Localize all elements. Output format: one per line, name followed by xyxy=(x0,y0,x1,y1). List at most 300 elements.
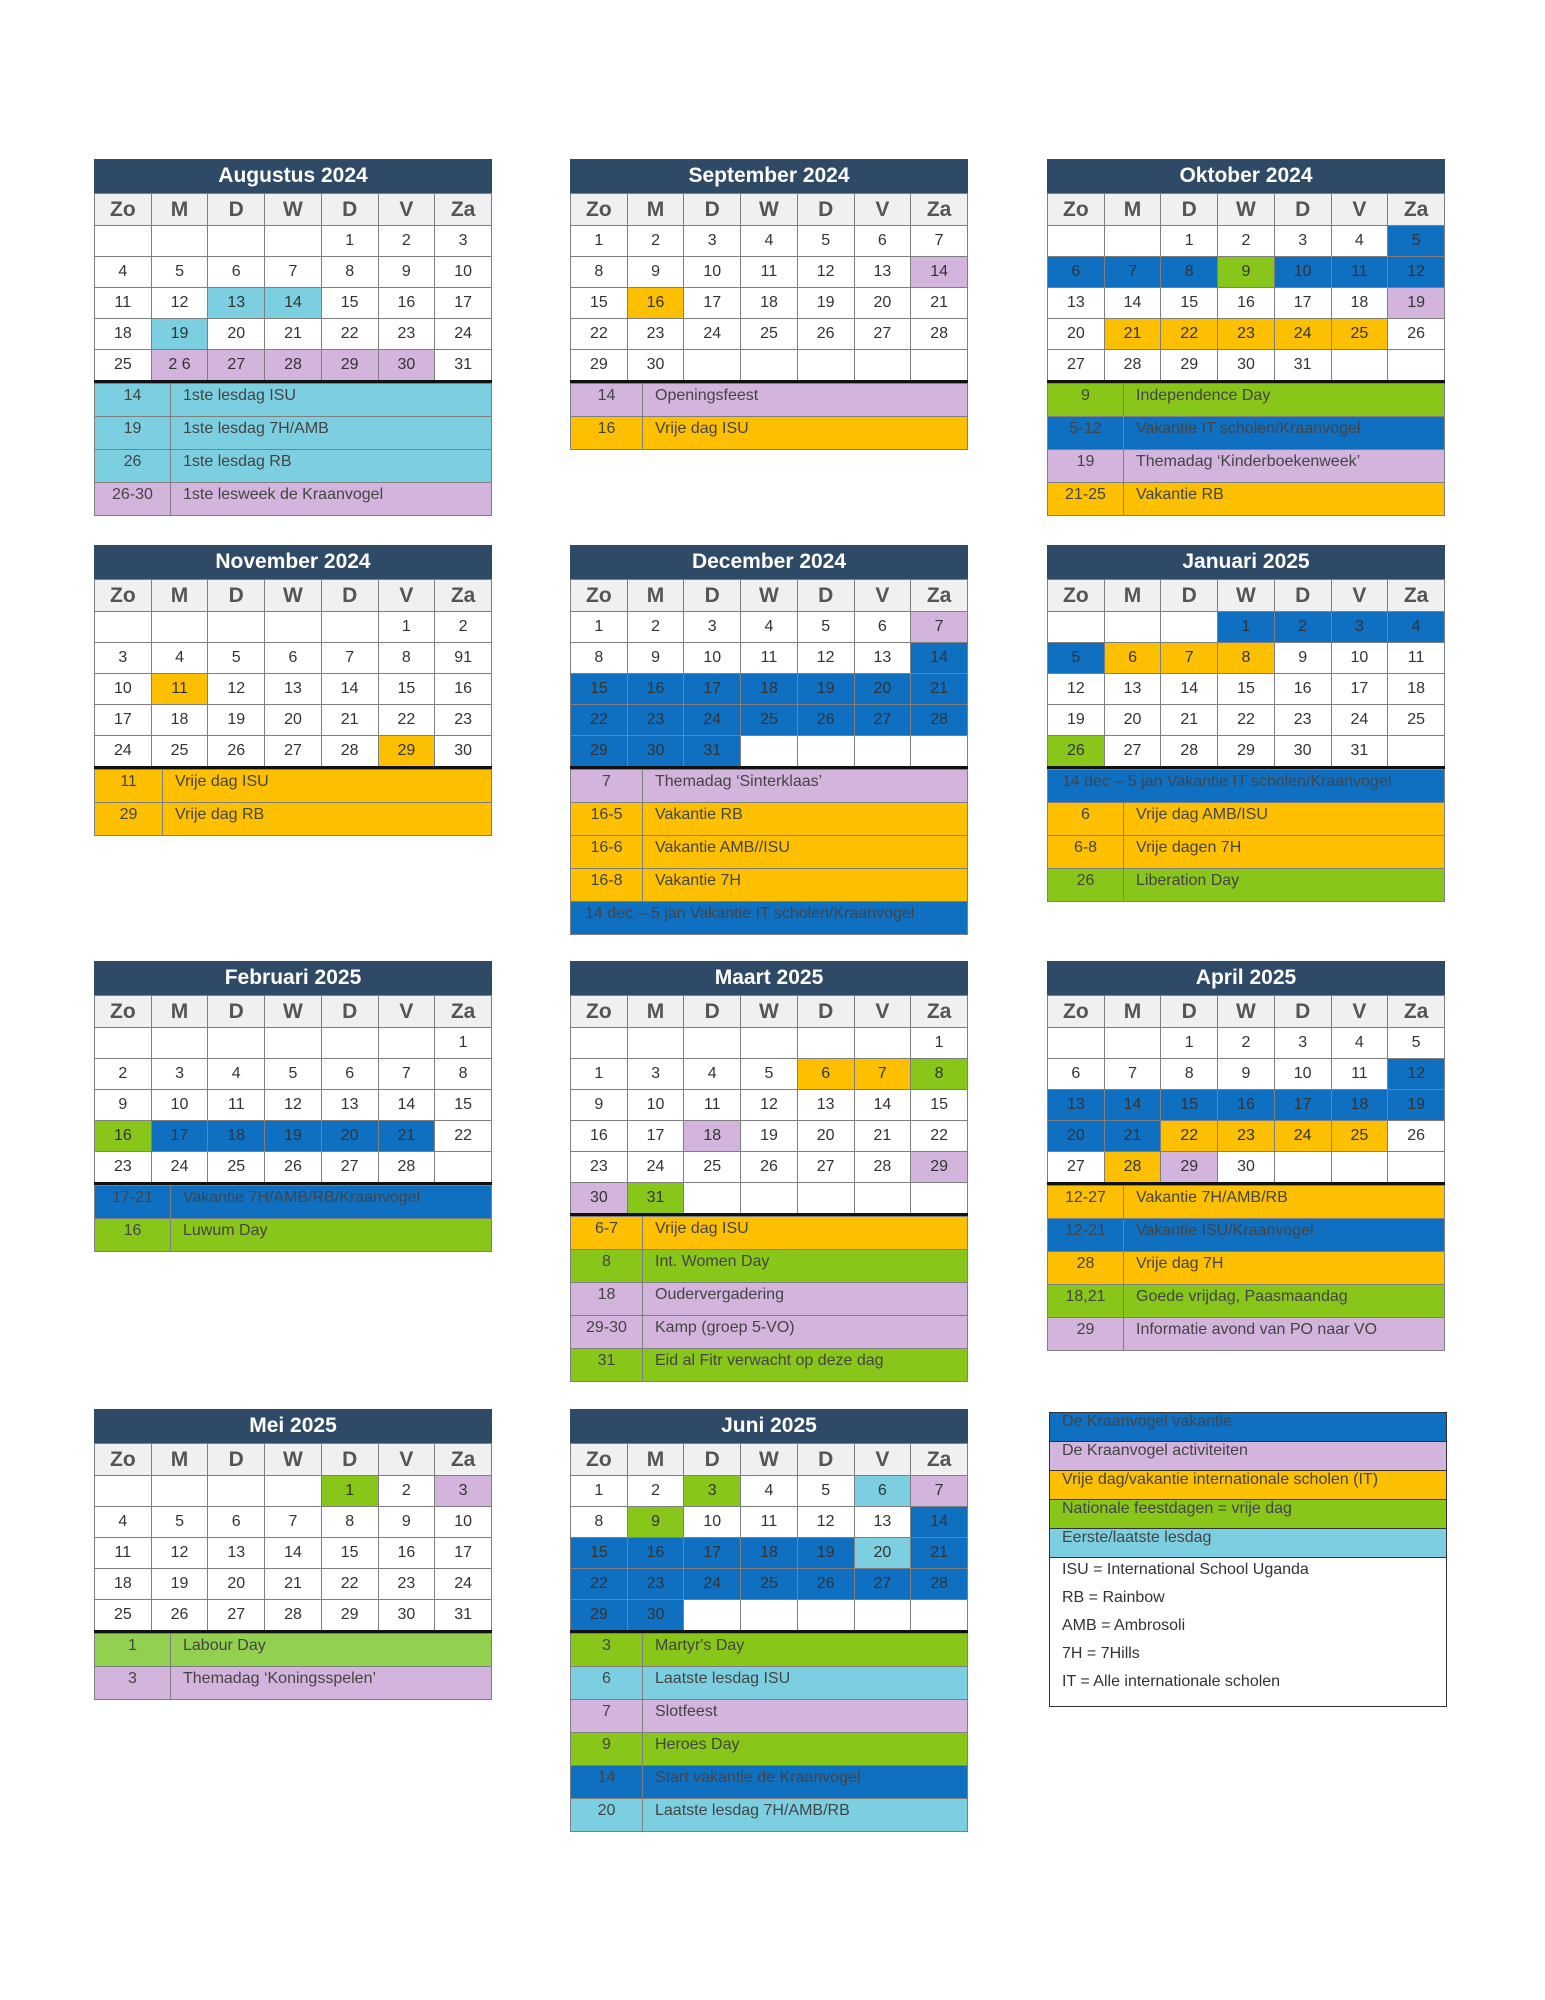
day-cell: 19 xyxy=(1048,705,1105,736)
day-cell: 1 xyxy=(571,1476,628,1507)
day-cell: 14 xyxy=(265,288,322,319)
month-title: November 2024 xyxy=(94,545,492,579)
legend-text: Themadag ‘Kinderboekenweek’ xyxy=(1124,450,1445,483)
day-cell: 2 xyxy=(1274,612,1331,643)
legend-text: Vakantie 7H xyxy=(643,869,968,902)
day-cell: 18 xyxy=(741,288,798,319)
month-grid xyxy=(570,995,968,1216)
month-october-2024 xyxy=(1047,159,1445,516)
day-cell: 15 xyxy=(571,674,628,705)
weekday-label: M xyxy=(151,1444,208,1476)
day-cell: 12 xyxy=(265,1090,322,1121)
legend-date: 6 xyxy=(571,1667,643,1700)
month-title: Juni 2025 xyxy=(570,1409,968,1443)
week-row xyxy=(1048,1028,1445,1059)
weekday-label: D xyxy=(321,194,378,226)
weekday-label: D xyxy=(1274,580,1331,612)
day-cell: 23 xyxy=(1218,319,1275,350)
legend-row xyxy=(1048,1186,1445,1219)
day-cell: 9 xyxy=(1218,257,1275,288)
day-cell: 10 xyxy=(684,1507,741,1538)
day-cell xyxy=(797,1028,854,1059)
day-cell: 11 xyxy=(741,257,798,288)
week-row xyxy=(95,612,492,643)
day-cell: 31 xyxy=(1274,350,1331,382)
day-cell: 26 xyxy=(741,1152,798,1183)
weekday-label: Zo xyxy=(95,580,152,612)
week-row xyxy=(571,1152,968,1183)
day-cell: 16 xyxy=(571,1121,628,1152)
legend-row xyxy=(571,1634,968,1667)
day-cell: 4 xyxy=(1331,226,1388,257)
day-cell xyxy=(378,1028,435,1059)
day-cell xyxy=(741,350,798,382)
weekday-header-row xyxy=(95,996,492,1028)
week-row xyxy=(1048,705,1445,736)
day-cell: 10 xyxy=(684,257,741,288)
day-cell: 21 xyxy=(321,705,378,736)
day-cell: 24 xyxy=(684,705,741,736)
month-grid xyxy=(94,1443,492,1633)
weekday-header-row xyxy=(95,194,492,226)
weekday-label: Za xyxy=(911,1444,968,1476)
day-cell: 9 xyxy=(95,1090,152,1121)
weekday-label: V xyxy=(378,194,435,226)
day-cell: 2 xyxy=(378,1476,435,1507)
month-title: Oktober 2024 xyxy=(1047,159,1445,193)
key-color-row: De Kraanvogel vakantie xyxy=(1050,1413,1446,1442)
legend-row xyxy=(1048,1219,1445,1252)
day-cell: 28 xyxy=(378,1152,435,1184)
weekday-label: Za xyxy=(911,194,968,226)
day-cell: 18 xyxy=(1388,674,1445,705)
legend-row xyxy=(571,1733,968,1766)
weekday-label: W xyxy=(741,1444,798,1476)
day-cell xyxy=(797,1183,854,1215)
day-cell: 19 xyxy=(797,288,854,319)
day-cell: 13 xyxy=(321,1090,378,1121)
day-cell: 2 xyxy=(627,1476,684,1507)
day-cell: 16 xyxy=(378,1538,435,1569)
day-cell: 20 xyxy=(1104,705,1161,736)
day-cell: 18 xyxy=(95,319,152,350)
day-cell: 13 xyxy=(1104,674,1161,705)
day-cell: 20 xyxy=(208,1569,265,1600)
day-cell: 18 xyxy=(741,1538,798,1569)
month-title: September 2024 xyxy=(570,159,968,193)
day-cell: 3 xyxy=(1274,226,1331,257)
day-cell: 30 xyxy=(627,350,684,382)
weekday-label: Zo xyxy=(571,580,628,612)
day-cell xyxy=(1274,1152,1331,1184)
legend-text: Themadag ‘Sinterklaas’ xyxy=(643,770,968,803)
legend-text: Vrije dag RB xyxy=(163,803,492,836)
day-cell: 1 xyxy=(1161,226,1218,257)
day-cell: 2 xyxy=(627,612,684,643)
day-cell: 2 xyxy=(378,226,435,257)
day-cell: 18 xyxy=(95,1569,152,1600)
week-row xyxy=(95,1090,492,1121)
week-row xyxy=(571,1059,968,1090)
day-cell: 3 xyxy=(684,1476,741,1507)
day-cell: 26 xyxy=(1388,319,1445,350)
month-title: Februari 2025 xyxy=(94,961,492,995)
week-row xyxy=(95,1600,492,1632)
day-cell: 23 xyxy=(1274,705,1331,736)
day-cell: 19 xyxy=(797,1538,854,1569)
weekday-label: Zo xyxy=(571,996,628,1028)
legend-row xyxy=(571,1283,968,1316)
day-cell xyxy=(208,1476,265,1507)
legend-text: Vakantie RB xyxy=(643,803,968,836)
weekday-label: D xyxy=(321,996,378,1028)
day-cell: 19 xyxy=(741,1121,798,1152)
week-row xyxy=(1048,350,1445,382)
week-row xyxy=(95,1507,492,1538)
weekday-label: W xyxy=(1218,996,1275,1028)
day-cell xyxy=(435,1152,492,1184)
week-row xyxy=(571,643,968,674)
weekday-label: D xyxy=(1161,996,1218,1028)
day-cell: 6 xyxy=(265,643,322,674)
day-cell: 29 xyxy=(571,1600,628,1632)
weekday-label: Za xyxy=(435,194,492,226)
legend-text: Eid al Fitr verwacht op deze dag xyxy=(643,1349,968,1382)
weekday-label: V xyxy=(854,996,911,1028)
day-cell: 9 xyxy=(571,1090,628,1121)
month-august-2024 xyxy=(94,159,492,516)
week-row xyxy=(1048,612,1445,643)
day-cell: 5 xyxy=(1388,226,1445,257)
weekday-label: V xyxy=(854,1444,911,1476)
day-cell: 30 xyxy=(627,1600,684,1632)
week-row xyxy=(571,1569,968,1600)
month-grid xyxy=(94,995,492,1185)
day-cell: 3 xyxy=(435,1476,492,1507)
day-cell: 15 xyxy=(1218,674,1275,705)
legend-date: 17-21 xyxy=(95,1186,171,1219)
legend-row xyxy=(571,836,968,869)
day-cell: 21 xyxy=(911,674,968,705)
day-cell: 23 xyxy=(95,1152,152,1184)
weekday-label: Zo xyxy=(571,194,628,226)
day-cell: 15 xyxy=(911,1090,968,1121)
day-cell xyxy=(1388,350,1445,382)
legend-text: Oudervergadering xyxy=(643,1283,968,1316)
day-cell: 1 xyxy=(378,612,435,643)
day-cell xyxy=(797,1600,854,1632)
day-cell: 18 xyxy=(1331,288,1388,319)
week-row xyxy=(571,1538,968,1569)
day-cell xyxy=(95,612,152,643)
legend-row xyxy=(571,1799,968,1832)
weekday-header-row xyxy=(1048,194,1445,226)
month-september-2024 xyxy=(570,159,968,450)
day-cell: 26 xyxy=(797,1569,854,1600)
day-cell xyxy=(208,612,265,643)
key-padding xyxy=(1050,1698,1446,1706)
week-row xyxy=(571,1600,968,1632)
weekday-label: M xyxy=(151,996,208,1028)
legend-row xyxy=(571,417,968,450)
day-cell: 1 xyxy=(321,1476,378,1507)
day-cell: 21 xyxy=(265,319,322,350)
day-cell xyxy=(151,1476,208,1507)
week-row xyxy=(571,350,968,382)
day-cell: 2 xyxy=(1218,226,1275,257)
legend-date: 3 xyxy=(571,1634,643,1667)
legend-date: 7 xyxy=(571,1700,643,1733)
month-title: Januari 2025 xyxy=(1047,545,1445,579)
day-cell: 25 xyxy=(741,1569,798,1600)
day-cell: 6 xyxy=(797,1059,854,1090)
day-cell: 28 xyxy=(1161,736,1218,768)
day-cell: 29 xyxy=(571,350,628,382)
legend-date: 1 xyxy=(95,1634,171,1667)
day-cell: 3 xyxy=(1331,612,1388,643)
day-cell: 2 xyxy=(1218,1028,1275,1059)
key-abbreviation: IT = Alle internationale scholen xyxy=(1062,1673,1281,1690)
day-cell xyxy=(1161,612,1218,643)
week-row xyxy=(95,1538,492,1569)
day-cell: 22 xyxy=(321,319,378,350)
day-cell: 25 xyxy=(1331,1121,1388,1152)
month-legend xyxy=(94,1633,492,1700)
day-cell: 19 xyxy=(1388,288,1445,319)
month-april-2025 xyxy=(1047,961,1445,1351)
week-row xyxy=(95,226,492,257)
day-cell: 23 xyxy=(627,319,684,350)
day-cell: 13 xyxy=(797,1090,854,1121)
day-cell: 8 xyxy=(321,257,378,288)
day-cell: 5 xyxy=(1388,1028,1445,1059)
day-cell: 21 xyxy=(911,1538,968,1569)
legend-row xyxy=(571,869,968,902)
day-cell: 7 xyxy=(1104,257,1161,288)
legend-text: Luwum Day xyxy=(171,1219,492,1252)
day-cell: 28 xyxy=(265,350,322,382)
legend-text: Slotfeest xyxy=(643,1700,968,1733)
day-cell: 20 xyxy=(1048,319,1105,350)
weekday-label: M xyxy=(1104,996,1161,1028)
day-cell: 22 xyxy=(571,705,628,736)
day-cell: 29 xyxy=(321,350,378,382)
day-cell: 27 xyxy=(208,1600,265,1632)
legend-text: 1ste lesweek de Kraanvogel xyxy=(171,483,492,516)
day-cell: 16 xyxy=(1274,674,1331,705)
day-cell xyxy=(741,1600,798,1632)
day-cell xyxy=(265,1476,322,1507)
day-cell: 21 xyxy=(265,1569,322,1600)
weekday-label: Zo xyxy=(1048,580,1105,612)
day-cell: 15 xyxy=(321,1538,378,1569)
day-cell: 5 xyxy=(265,1059,322,1090)
weekday-label: D xyxy=(321,580,378,612)
day-cell: 31 xyxy=(435,1600,492,1632)
day-cell: 8 xyxy=(435,1059,492,1090)
day-cell: 22 xyxy=(571,1569,628,1600)
day-cell: 16 xyxy=(627,674,684,705)
day-cell: 16 xyxy=(627,1538,684,1569)
day-cell: 8 xyxy=(571,643,628,674)
key-color-row: Vrije dag/vakantie internationale scholen (IT) xyxy=(1050,1471,1446,1500)
day-cell: 3 xyxy=(151,1059,208,1090)
legend-text: 1ste lesdag 7H/AMB xyxy=(171,417,492,450)
day-cell: 28 xyxy=(911,319,968,350)
day-cell: 24 xyxy=(151,1152,208,1184)
day-cell xyxy=(265,612,322,643)
weekday-label: V xyxy=(854,580,911,612)
weekday-label: W xyxy=(741,996,798,1028)
weekday-label: Za xyxy=(435,996,492,1028)
day-cell xyxy=(797,736,854,768)
day-cell: 4 xyxy=(741,612,798,643)
day-cell: 19 xyxy=(151,319,208,350)
day-cell: 4 xyxy=(1388,612,1445,643)
month-grid xyxy=(94,579,492,769)
day-cell: 14 xyxy=(1104,288,1161,319)
day-cell xyxy=(95,1028,152,1059)
week-row xyxy=(1048,674,1445,705)
day-cell: 3 xyxy=(684,226,741,257)
legend-text: 1ste lesdag ISU xyxy=(171,384,492,417)
day-cell: 6 xyxy=(321,1059,378,1090)
day-cell: 22 xyxy=(1218,705,1275,736)
day-cell: 3 xyxy=(95,643,152,674)
weekday-label: Zo xyxy=(1048,194,1105,226)
legend-text: Openingsfeest xyxy=(643,384,968,417)
day-cell: 13 xyxy=(1048,1090,1105,1121)
day-cell xyxy=(1388,736,1445,768)
day-cell: 20 xyxy=(797,1121,854,1152)
day-cell: 1 xyxy=(571,1059,628,1090)
weekday-label: M xyxy=(151,580,208,612)
day-cell: 6 xyxy=(1104,643,1161,674)
day-cell: 20 xyxy=(208,319,265,350)
day-cell: 30 xyxy=(378,350,435,382)
weekday-label: D xyxy=(208,996,265,1028)
month-legend xyxy=(1047,769,1445,902)
day-cell: 13 xyxy=(208,288,265,319)
day-cell: 29 xyxy=(1218,736,1275,768)
day-cell: 30 xyxy=(1218,1152,1275,1184)
day-cell xyxy=(684,1183,741,1215)
day-cell: 27 xyxy=(208,350,265,382)
day-cell: 10 xyxy=(1331,643,1388,674)
legend-date: 3 xyxy=(95,1667,171,1700)
legend-date: 6-8 xyxy=(1048,836,1124,869)
day-cell: 1 xyxy=(1218,612,1275,643)
week-row xyxy=(95,1059,492,1090)
day-cell: 26 xyxy=(1388,1121,1445,1152)
legend-text: Themadag ‘Koningsspelen’ xyxy=(171,1667,492,1700)
legend-row xyxy=(571,1667,968,1700)
month-title: Augustus 2024 xyxy=(94,159,492,193)
day-cell xyxy=(208,1028,265,1059)
day-cell: 1 xyxy=(571,226,628,257)
legend-text: Vakantie AMB//ISU xyxy=(643,836,968,869)
day-cell: 4 xyxy=(208,1059,265,1090)
legend-date: 29 xyxy=(1048,1318,1124,1351)
day-cell: 25 xyxy=(95,350,152,382)
day-cell: 7 xyxy=(854,1059,911,1090)
day-cell: 22 xyxy=(571,319,628,350)
legend-text: Vakantie RB xyxy=(1124,483,1445,516)
weekday-label: V xyxy=(1331,194,1388,226)
day-cell: 17 xyxy=(435,288,492,319)
week-row xyxy=(95,319,492,350)
day-cell: 24 xyxy=(1274,319,1331,350)
day-cell: 30 xyxy=(435,736,492,768)
month-title: Maart 2025 xyxy=(570,961,968,995)
day-cell: 12 xyxy=(797,643,854,674)
legend-text: Heroes Day xyxy=(643,1733,968,1766)
day-cell: 29 xyxy=(378,736,435,768)
day-cell: 10 xyxy=(435,257,492,288)
day-cell: 6 xyxy=(854,612,911,643)
legend-text: Vakantie 7H/AMB/RB xyxy=(1124,1186,1445,1219)
weekday-header-row xyxy=(1048,996,1445,1028)
legend-date: 18 xyxy=(571,1283,643,1316)
day-cell: 5 xyxy=(151,1507,208,1538)
weekday-label: D xyxy=(684,996,741,1028)
legend-date: 18,21 xyxy=(1048,1285,1124,1318)
legend-text: Laatste lesdag 7H/AMB/RB xyxy=(643,1799,968,1832)
legend-date: 28 xyxy=(1048,1252,1124,1285)
day-cell: 20 xyxy=(854,674,911,705)
day-cell: 5 xyxy=(151,257,208,288)
week-row xyxy=(571,674,968,705)
weekday-label: D xyxy=(797,580,854,612)
legend-text: 14 dec – 5 jan Vakantie IT scholen/Kraanvogel xyxy=(571,902,968,935)
week-row xyxy=(1048,257,1445,288)
day-cell xyxy=(1048,612,1105,643)
week-row xyxy=(571,257,968,288)
day-cell: 7 xyxy=(1104,1059,1161,1090)
day-cell: 31 xyxy=(1331,736,1388,768)
legend-text: Vrije dagen 7H xyxy=(1124,836,1445,869)
day-cell: 2 xyxy=(95,1059,152,1090)
legend-text: Kamp (groep 5-VO) xyxy=(643,1316,968,1349)
day-cell: 21 xyxy=(1104,1121,1161,1152)
day-cell: 24 xyxy=(627,1152,684,1183)
week-row xyxy=(571,319,968,350)
legend-row xyxy=(95,417,492,450)
day-cell: 5 xyxy=(741,1059,798,1090)
day-cell: 18 xyxy=(741,674,798,705)
legend-date: 16-6 xyxy=(571,836,643,869)
day-cell: 31 xyxy=(684,736,741,768)
legend-text: Martyr's Day xyxy=(643,1634,968,1667)
month-grid xyxy=(570,193,968,383)
month-grid xyxy=(1047,579,1445,769)
day-cell: 27 xyxy=(1048,350,1105,382)
weekday-label: M xyxy=(627,580,684,612)
day-cell: 12 xyxy=(151,1538,208,1569)
day-cell: 26 xyxy=(1048,736,1105,768)
week-row xyxy=(1048,288,1445,319)
day-cell: 19 xyxy=(797,674,854,705)
day-cell: 11 xyxy=(1388,643,1445,674)
week-row xyxy=(571,705,968,736)
legend-date: 26 xyxy=(1048,869,1124,902)
day-cell: 5 xyxy=(797,1476,854,1507)
week-row xyxy=(95,1152,492,1184)
day-cell: 10 xyxy=(435,1507,492,1538)
day-cell: 25 xyxy=(1331,319,1388,350)
weekday-label: W xyxy=(741,194,798,226)
day-cell: 28 xyxy=(265,1600,322,1632)
